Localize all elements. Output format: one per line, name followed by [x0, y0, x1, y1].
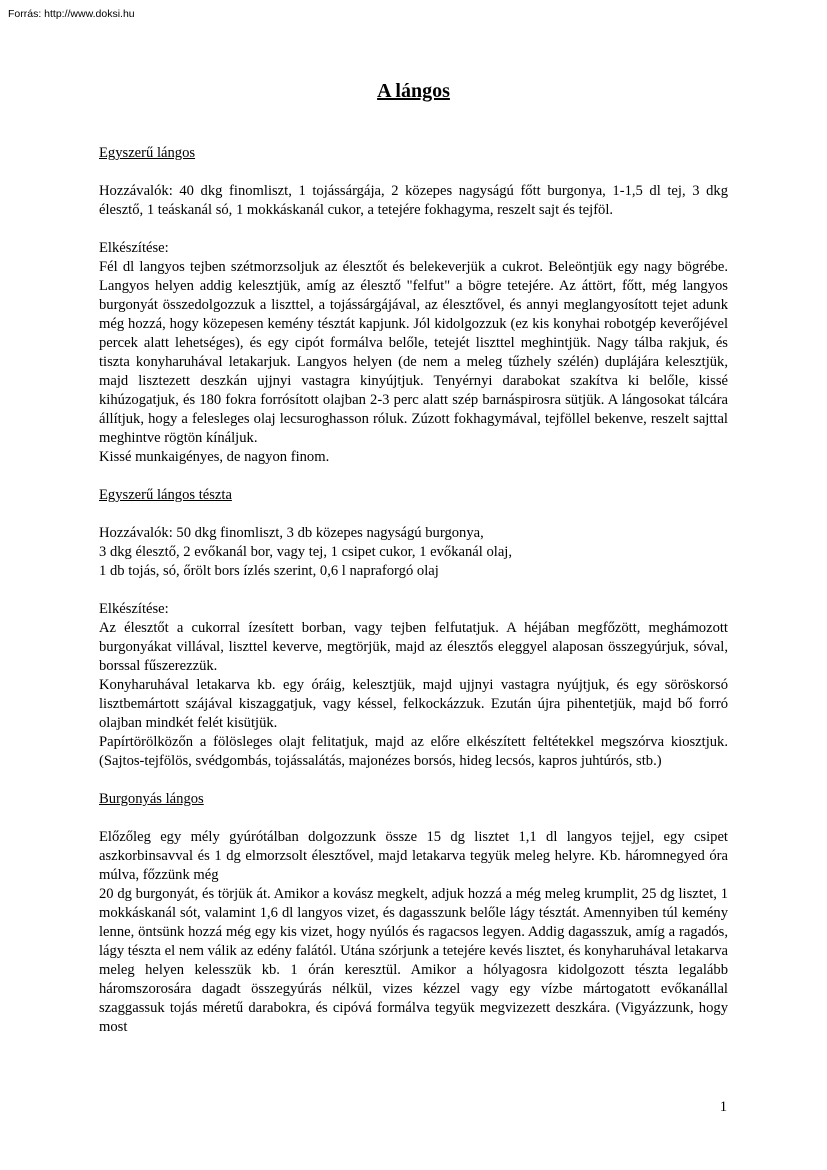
section-heading-egyszeru-langos: Egyszerű lángos	[99, 145, 196, 161]
ingredients-line: Hozzávalók: 50 dkg finomliszt, 3 db közepes nagyságú burgonya,	[99, 525, 484, 541]
ingredients-line: 3 dkg élesztő, 2 evőkanál bor, vagy tej, 1 csipet cukor, 1 evőkanál olaj,	[99, 544, 513, 560]
section-heading-egyszeru-langos-teszta: Egyszerű lángos tészta	[99, 487, 232, 503]
method-paragraph: Konyharuhával letakarva kb. egy óráig, kelesztjük, majd ujjnyi vastagra nyújtjuk, és egy söröskorsó lisztbemártott szájával kiszaggatjuk, vagy késsel, felkockázzuk. Ezután újra pihentetjük, majd bő forró olajban mindkét felét kisütjük.	[99, 677, 728, 731]
method-paragraph: Az élesztőt a cukorral ízesített borban, vagy tejben felfutatjuk. A héjában megfőzött, meghámozott burgonyákat villával, liszttel keverve, megtörjük, majd az élesztős eleggyel alaposan összegyúrjuk, sóval, borssal fűszerezzük.	[99, 620, 728, 674]
section-heading-burgonyas-langos: Burgonyás lángos	[99, 791, 204, 807]
ingredients-line: 1 db tojás, só, őrölt bors ízlés szerint, 0,6 l napraforgó olaj	[99, 563, 439, 579]
body-paragraph: 20 dg burgonyát, és törjük át. Amikor a kovász megkelt, adjuk hozzá a még meleg krumplit, 25 dg lisztet, 1 mokkáskanál sót, valamint 1,6 dl langyos vizet, és dagasszunk belőle lágy tésztát. Amennyiben túl kemény lenne, öntsünk hozzá még egy kis vizet, hogy nyúlós és ragacsos legyen. Addig dagasszuk, amíg a ragadós, lágy tészta el nem válik az edény falától. Utána szórjunk a tetejére kevés lisztet, és konyharuhával letakarva meleg helyen kelesszük kb. 1 órán keresztül. Amikor a hólyagosra kidolgozott tészta legalább háromszorosára dagadt összegyúrás nélkül, vizes kézzel vagy egy vízbe mártogatott evőkanállal szaggassuk tojás méretű darabokra, és cipóvá formálva tegyük megvizezett deszkára. (Vigyázzunk, hogy most	[99, 886, 728, 1035]
source-url: Forrás: http://www.doksi.hu	[8, 8, 135, 20]
document-body	[99, 144, 728, 1037]
method-paragraph: Papírtörölközőn a fölösleges olajt felitatjuk, majd az előre elkészített feltétekkel megszórva kiosztjuk. (Sajtos-tejfölös, svédgombás, tojássalátás, majonézes borsós, hideg lecsós, kapros juhtúrós, stb.)	[99, 734, 728, 769]
note-paragraph: Kissé munkaigényes, de nagyon finom.	[99, 449, 330, 465]
page-number: 1	[719, 1099, 727, 1115]
method-paragraph: Fél dl langyos tejben szétmorzsoljuk az élesztőt és belekeverjük a cukrot. Beleöntjük egy nagy bögrébe. Langyos helyen addig kelesztjük, amíg az élesztő "felfut" a bögre tetejére. Az áttört, főtt, még langyos burgonyát összedolgozzuk a liszttel, a tojássárgájával, az élesztővel, és annyi meglangyosított tejet adunk még hozzá, hogy közepesen kemény tésztát kapjunk. Jól kidolgozzuk (ez kis konyhai robotgép keverőjével percek alatt lehetséges), és egy cipót formálva belőle, tetejét liszttel meghintjük. Nagy tálba rakjuk, és tiszta konyharuhával letakarjuk. Langyos helyen (de nem a meleg tűzhely szélén) duplájára kelesztjük, majd lisztezett deszkán ujjnyi vastagra kinyújtjuk. Tenyérnyi darabokat szakítva ki belőle, kissé kihúzogatjuk, és 180 fokra forrósított olajban 2-3 perc alatt szép barnáspirosra sütjük. A lángosokat tálcára állítjuk, hogy a felesleges olaj lecsuroghasson róluk. Zúzott fokhagymával, tejföllel bekenve, reszelt sajttal meghintve rögtön kínáljuk.	[99, 259, 728, 446]
method-label: Elkészítése:	[99, 240, 169, 256]
method-label: Elkészítése:	[99, 601, 169, 617]
page-title: A lángos	[377, 80, 450, 102]
body-paragraph: Előzőleg egy mély gyúrótálban dolgozzunk össze 15 dg lisztet 1,1 dl langyos tejjel, egy csipet aszkorbinsavval és 1 dg elmorzsolt élesztővel, majd letakarva tegyük meleg helyre. Kb. háromnegyed óra múlva, főzzünk még	[99, 829, 728, 883]
ingredients-paragraph: Hozzávalók: 40 dkg finomliszt, 1 tojássárgája, 2 közepes nagyságú főtt burgonya, 1-1,5 dl tej, 3 dkg élesztő, 1 teáskanál só, 1 mokkáskanál cukor, a tetejére fokhagyma, reszelt sajt és tejföl.	[99, 183, 728, 218]
